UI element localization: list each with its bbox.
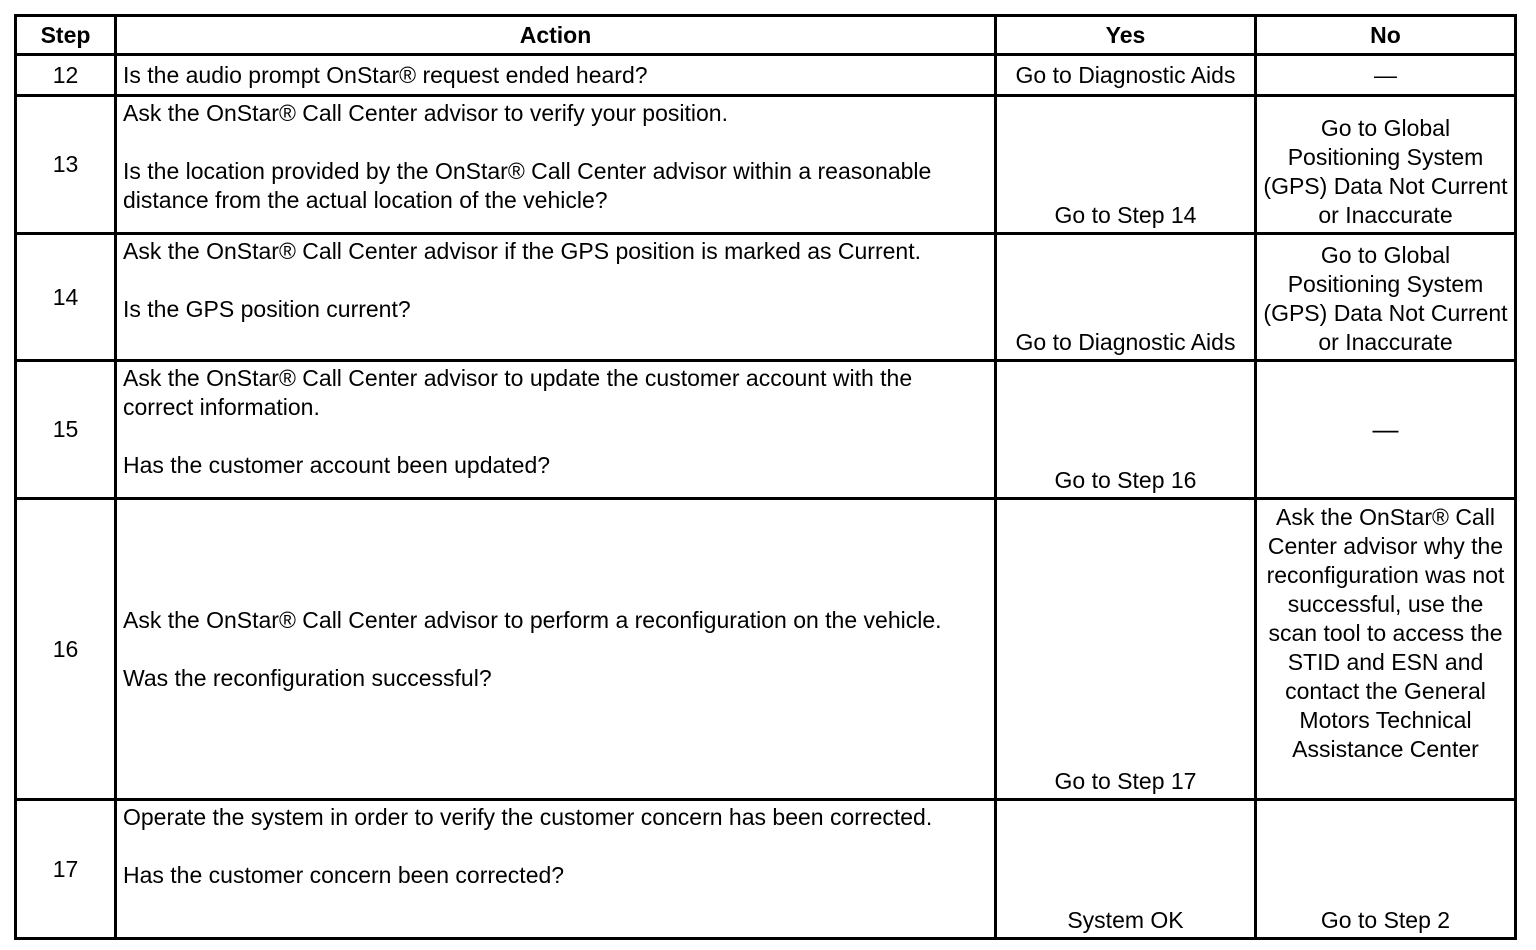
table-header-row: [16, 16, 1516, 55]
table-row: [16, 96, 1516, 234]
action-text: [116, 234, 996, 361]
action-instruction: Ask the OnStar® Call Center advisor to update the customer account with the correct information.: [123, 365, 913, 420]
step-number: 14: [16, 234, 116, 361]
step-number: 13: [16, 96, 116, 234]
action-instruction: Operate the system in order to verify the customer concern has been corrected.: [123, 804, 933, 830]
no-result: Go to Global Positioning System (GPS) Data Not Current or Inaccurate: [1256, 96, 1516, 234]
diagnostic-table: [14, 14, 1517, 940]
table-row: [16, 361, 1516, 499]
paragraph-gap: [123, 832, 988, 861]
action-question: Has the customer account been updated?: [123, 452, 551, 478]
step-number: 17: [16, 800, 116, 939]
action-question: Is the GPS position current?: [123, 296, 411, 322]
action-instruction: Ask the OnStar® Call Center advisor to verify your position.: [123, 100, 728, 126]
yes-result: Go to Step 14: [996, 96, 1256, 234]
action-instruction: Ask the OnStar® Call Center advisor if the GPS position is marked as Current.: [123, 238, 921, 264]
header-no: No: [1256, 16, 1516, 55]
yes-result: Go to Diagnostic Aids: [996, 234, 1256, 361]
header-yes: Yes: [996, 16, 1256, 55]
yes-result: Go to Step 16: [996, 361, 1256, 499]
table-row: [16, 55, 1516, 96]
action-text: [116, 361, 996, 499]
yes-result: Go to Step 17: [996, 499, 1256, 800]
table-row: [16, 800, 1516, 939]
action-instruction: Is the audio prompt OnStar® request ended heard?: [123, 61, 648, 88]
action-instruction: Ask the OnStar® Call Center advisor to perform a reconfiguration on the vehicle.: [123, 606, 942, 633]
action-text: [116, 55, 996, 96]
action-text: [116, 499, 996, 800]
paragraph-gap: [123, 128, 988, 157]
action-question: Is the location provided by the OnStar® Call Center advisor within a reasonable distance from the actual location of the vehicle?: [123, 158, 932, 213]
action-question: Has the customer concern been corrected?: [123, 862, 565, 888]
no-result: —: [1256, 55, 1516, 96]
no-result: Go to Step 2: [1256, 800, 1516, 939]
paragraph-gap: [123, 422, 988, 451]
step-number: 16: [16, 499, 116, 800]
paragraph-gap: [123, 635, 988, 664]
yes-result: Go to Diagnostic Aids: [996, 55, 1256, 96]
no-result: —: [1256, 361, 1516, 499]
action-question: Was the reconfiguration successful?: [123, 664, 492, 691]
header-action: Action: [116, 16, 996, 55]
step-number: 12: [16, 55, 116, 96]
header-step: Step: [16, 16, 116, 55]
paragraph-gap: [123, 266, 988, 295]
yes-result: System OK: [996, 800, 1256, 939]
no-result: Go to Global Positioning System (GPS) Data Not Current or Inaccurate: [1256, 234, 1516, 361]
action-text: [116, 96, 996, 234]
table-row: [16, 499, 1516, 800]
step-number: 15: [16, 361, 116, 499]
table-row: [16, 234, 1516, 361]
action-text: [116, 800, 996, 939]
no-result: Ask the OnStar® Call Center advisor why the reconfiguration was not successful, use the scan tool to access the STID and ESN and contact the General Motors Technical Assistance Center: [1256, 499, 1516, 800]
